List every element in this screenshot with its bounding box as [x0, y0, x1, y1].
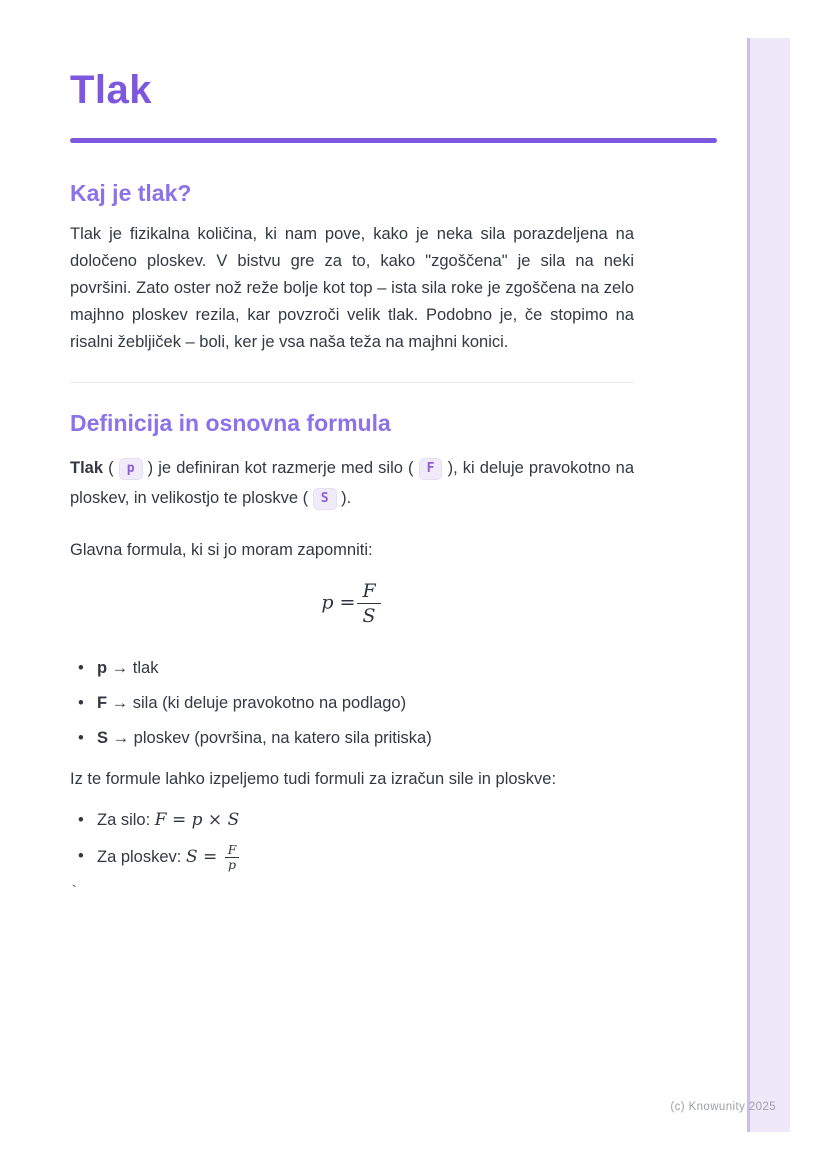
definition-bold-term: Tlak — [70, 459, 104, 477]
list-item — [70, 690, 634, 717]
list-item — [70, 843, 634, 871]
formula-equals: = — [339, 591, 356, 614]
section-heading-definition: Definicija in osnovna formula — [70, 410, 391, 436]
copyright-footer: (c) Knowunity 2025 — [670, 1101, 776, 1113]
area-formula — [185, 842, 239, 872]
math-var: S — [227, 810, 240, 830]
legend-text: → tlak — [107, 659, 159, 677]
code-badge-s: S — [313, 488, 337, 510]
legend-symbol: p — [97, 659, 108, 677]
code-badge-f: F — [419, 458, 443, 480]
derived-label: Za ploskev: — [97, 848, 186, 866]
definition-text-segment: ). — [336, 489, 352, 507]
legend-symbol: S — [97, 729, 109, 747]
inline-fraction — [225, 843, 240, 871]
math-numerator: F — [225, 843, 240, 858]
section-heading-what-is-pressure: Kaj je tlak? — [70, 180, 192, 206]
list-item — [70, 725, 634, 752]
definition-paragraph — [70, 453, 634, 513]
list-item — [70, 807, 634, 834]
legend-symbol: F — [97, 694, 108, 712]
legend-text: → sila (ki deluje pravokotno na podlago) — [107, 694, 407, 712]
code-badge-p: p — [119, 458, 143, 480]
math-operator: × — [202, 810, 228, 830]
math-var: p — [191, 810, 203, 830]
definition-text-segment: ), ki deluje pravokotno na ploskev, in velikostjo te ploskve ( — [70, 459, 634, 507]
formula-denominator: S — [362, 605, 376, 627]
force-formula — [155, 810, 239, 830]
formula-numerator: F — [357, 580, 380, 604]
decorative-side-stripe — [747, 38, 790, 1132]
title-underline-rule — [70, 138, 717, 143]
math-var: S — [185, 847, 198, 867]
stray-backtick: ` — [72, 882, 77, 898]
derived-label: Za silo: — [97, 811, 155, 829]
list-item — [70, 655, 634, 682]
formula-lhs: p — [321, 591, 334, 614]
definition-text-segment: ( — [103, 459, 119, 477]
derived-intro-paragraph: Iz te formule lahko izpeljemo tudi formuli za izračun sile in ploskve: — [70, 770, 557, 788]
document-body — [70, 0, 634, 899]
main-formula — [70, 580, 634, 627]
math-var: F — [154, 810, 167, 830]
definition-text-segment: ) je definiran kot razmerje med silo ( — [142, 459, 419, 477]
section-divider — [70, 382, 634, 383]
legend-text: → ploskev (površina, na katero sila pritiska) — [108, 729, 432, 747]
page-title: Tlak — [70, 68, 153, 112]
math-operator: = — [197, 847, 223, 867]
math-operator: = — [166, 810, 192, 830]
formula-intro-paragraph: Glavna formula, ki si jo moram zapomniti: — [70, 541, 373, 559]
intro-paragraph: Tlak je fizikalna količina, ki nam pove, kako je neka sila porazdeljena na določeno ploskev. V bistvu gre za to, kako "zgoščena" je sila na neki površini. Zato oster nož reže bolje kot top – ista sila roke je zgoščena na zelo majhno ploskev rezila, kar povzroči velik tlak. Podobno je, če stopimo na risalni žebljiček – boli, ker je vsa naša teža na majhni konici. — [70, 225, 634, 351]
formula-fraction — [357, 580, 380, 627]
math-denominator: p — [228, 857, 237, 872]
derived-formulas-list — [70, 807, 634, 871]
symbol-legend-list — [70, 655, 634, 752]
